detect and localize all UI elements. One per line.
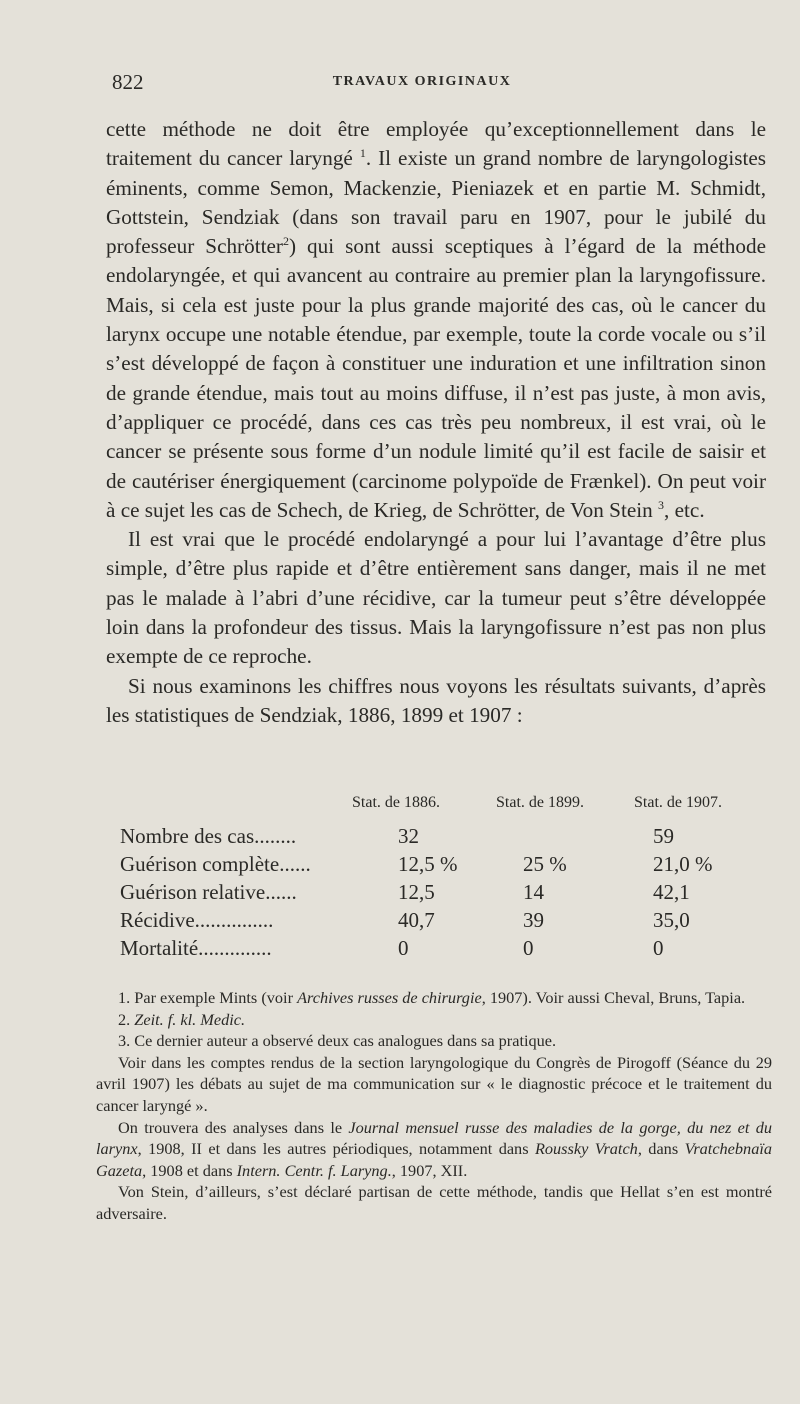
cell: 39 (523, 908, 544, 932)
table-row (106, 936, 766, 964)
cell: 14 (523, 880, 544, 904)
running-title: TRAVAUX ORIGINAUX (332, 74, 512, 89)
footnote: 1. Par exemple Mints (voir Archives russes de chirurgie, 1907). Voir aussi Cheval, Bruns, Tapia. (118, 988, 746, 1007)
footnotes (96, 987, 772, 1225)
table-row (106, 908, 766, 936)
main-text (106, 115, 766, 730)
cell: 40,7 (398, 908, 435, 932)
footnote: Von Stein, d’ailleurs, s’est déclaré partisan de cette méthode, tandis que Hellat s’en est montré adversaire. (96, 1182, 772, 1223)
row-label: Guérison relative...... (120, 880, 297, 904)
footnote: 2. Zeit. f. kl. Medic. (118, 1009, 246, 1029)
cell: 21,0 % (653, 852, 713, 876)
paragraph: Si nous examinons les chiffres nous voyons les résultats suivants, d’après les statistiques de Sendziak, 1886, 1899 et 1907 : (106, 673, 766, 727)
column-header: Stat. de 1907. (634, 794, 722, 811)
cell: 12,5 (398, 880, 435, 904)
footnote-ref: 1 (359, 146, 366, 161)
paragraph: cette méthode ne doit être employée qu’exceptionnellement dans le traitement du cancer laryngé $^1$. Il existe un grand nombre de laryngologistes éminents, comme Semon, Mackenzie, Pieniazek et en partie M. Schmidt, Gottstein, Sendziak (dans son travail paru en 1907, pour le jubilé du professeur Schrötter$^2$) qui sont aussi sceptiques à l’égard de la méthode endolaryngée, et qui avancent au contraire au premier plan la laryngofissure. Mais, si cela est juste pour la plus grande majorité des cas, où le cancer du larynx occupe une notable étendue, par exemple, toute la corde vocale ou s’il s’est développé de façon à constituer une induration et une infiltration sinon de grande étendue, mais tout au moins diffuse, il n’est pas juste, à mon avis, d’appliquer ce procédé, dans ces cas très peu nombreux, il est vrai, où le cancer se présente sous forme d’un nodule limité qu’il est facile de saisir et de cautériser énergiquement (carcinome polypoïde de Frænkel). On peut voir à ce sujet les cas de Schech, de Krieg, de Schrötter, de Von Stein $^3$, etc. (106, 117, 766, 522)
table-row (106, 824, 766, 852)
footnote: 3. Ce dernier auteur a observé deux cas analogues dans sa pratique. (118, 1031, 557, 1051)
running-header (112, 70, 732, 100)
footnote: On trouvera des analyses dans le Journal mensuel russe des maladies de la gorge, du nez et du larynx, 1908, II et dans les autres périodiques, notamment dans Roussky Vratch, dans Vratchebnaïa Gazeta, 1908 et dans Intern. Centr. f. Laryng., 1907, XII. (96, 1117, 772, 1180)
row-label: Guérison complète...... (120, 852, 311, 876)
cell: 32 (398, 824, 419, 848)
table-header-row (106, 794, 766, 824)
cell: 0 (398, 936, 409, 960)
table-row (106, 852, 766, 880)
column-header: Stat. de 1886. (352, 794, 440, 811)
page-number: 822 (112, 70, 144, 94)
row-label: Nombre des cas........ (120, 824, 297, 848)
statistics-table (106, 794, 766, 964)
cell: 0 (523, 936, 534, 960)
cell: 35,0 (653, 908, 690, 932)
cell: 0 (653, 936, 664, 960)
footnote-ref: 2 (282, 234, 289, 249)
cell: 25 % (523, 852, 567, 876)
table-row (106, 880, 766, 908)
cell: 42,1 (653, 880, 690, 904)
footnote-ref: 3 (658, 497, 665, 512)
column-header: Stat. de 1899. (496, 794, 584, 811)
footnote: Voir dans les comptes rendus de la section laryngologique du Congrès de Pirogoff (Séance du 29 avril 1907) les débats au sujet de ma communication sur « le diagnostic précoce et le traitement du cancer laryngé ». (96, 1052, 772, 1115)
row-label: Récidive............... (120, 908, 274, 932)
paragraph: Il est vrai que le procédé endolaryngé a pour lui l’avantage d’être plus simple, d’être plus rapide et d’être entièrement sans danger, mais il ne met pas le malade à l’abri d’une récidive, car la tumeur peut s’être développée loin dans la profondeur des tissus. Mais la laryngofissure n’est pas non plus exempte de ce reproche. (106, 527, 766, 669)
row-label: Mortalité.............. (120, 936, 272, 960)
cell: 12,5 % (398, 852, 458, 876)
cell: 59 (653, 824, 674, 848)
